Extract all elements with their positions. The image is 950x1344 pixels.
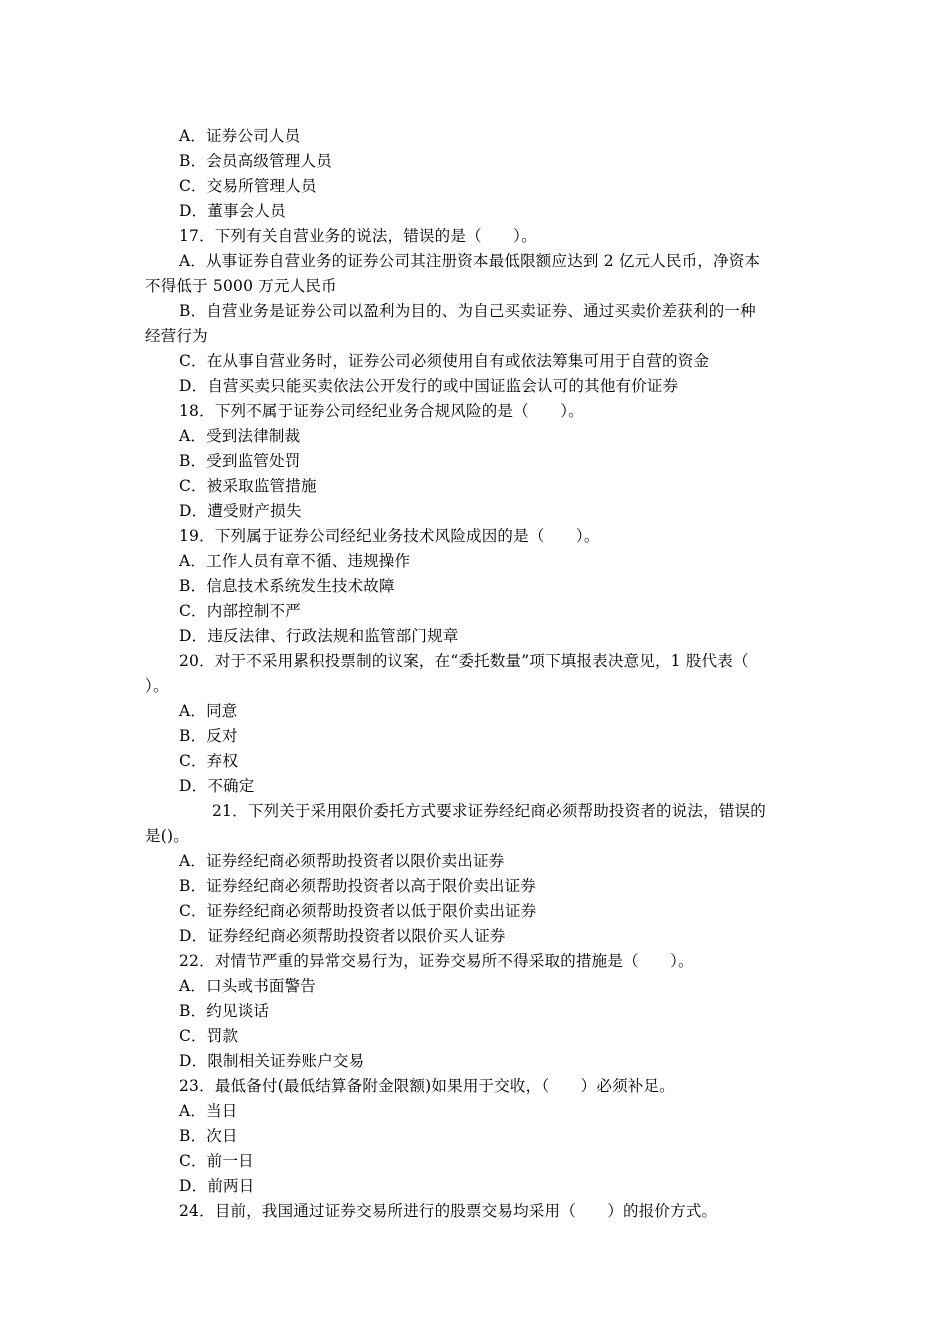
option-c: C．交易所管理人员 xyxy=(179,177,317,195)
option-c: C．弃权 xyxy=(179,752,239,770)
question-21-line2: 是()。 xyxy=(145,827,189,845)
option-d: D．违反法律、行政法规和监管部门规章 xyxy=(179,627,459,645)
option-b: B．证券经纪商必须帮助投资者以高于限价卖出证券 xyxy=(179,877,536,895)
option-b: B．约见谈话 xyxy=(179,1002,270,1020)
option-d: D．自营买卖只能买卖依法公开发行的或中国证监会认可的其他有价证券 xyxy=(179,377,679,395)
option-c: C．前一日 xyxy=(179,1152,254,1170)
document-page xyxy=(145,124,810,1224)
question-22: 22．对情节严重的异常交易行为，证券交易所不得采取的措施是（ ）。 xyxy=(179,952,694,970)
question-18: 18．下列不属于证券公司经纪业务合规风险的是（ ）。 xyxy=(179,402,584,420)
option-b: B．信息技术系统发生技术故障 xyxy=(179,577,395,595)
option-d: D．遭受财产损失 xyxy=(179,502,302,520)
option-c: C．证券经纪商必须帮助投资者以低于限价卖出证券 xyxy=(179,902,537,920)
question-23: 23．最低备付(最低结算备附金限额)如果用于交收，（ ）必须补足。 xyxy=(179,1077,675,1095)
question-20-line2: ）。 xyxy=(145,677,169,695)
option-b: B．次日 xyxy=(179,1127,238,1145)
option-c: C．被采取监管措施 xyxy=(179,477,317,495)
option-a-line2: 不得低于 5000 万元人民币 xyxy=(145,277,337,295)
option-a-line1: A．从事证券自营业务的证券公司其注册资本最低限额应达到 2 亿元人民币，净资本 xyxy=(179,252,761,270)
question-24: 24．目前，我国通过证券交易所进行的股票交易均采用（ ）的报价方式。 xyxy=(179,1202,718,1220)
question-19: 19．下列属于证券公司经纪业务技术风险成因的是（ ）。 xyxy=(179,527,600,545)
option-a: A．工作人员有章不循、违规操作 xyxy=(179,552,411,570)
option-d: D．不确定 xyxy=(179,777,255,795)
option-b: B．会员高级管理人员 xyxy=(179,152,332,170)
option-b: B．受到监管处罚 xyxy=(179,452,301,470)
option-c: C．内部控制不严 xyxy=(179,602,301,620)
option-b: B．反对 xyxy=(179,727,238,745)
option-d: D．董事会人员 xyxy=(179,202,286,220)
option-a: A．口头或书面警告 xyxy=(179,977,316,995)
option-c: C．在从事自营业务时，证券公司必须使用自有或依法筹集可用于自营的资金 xyxy=(179,352,710,370)
option-d: D．限制相关证券账户交易 xyxy=(179,1052,365,1070)
question-21-line1: 21．下列关于采用限价委托方式要求证券经纪商必须帮助投资者的说法，错误的 xyxy=(212,802,766,820)
option-d: D．前两日 xyxy=(179,1177,255,1195)
option-a: A．同意 xyxy=(179,702,238,720)
option-a: A．证券公司人员 xyxy=(179,127,301,145)
option-b-line2: 经营行为 xyxy=(145,327,208,345)
question-17: 17．下列有关自营业务的说法，错误的是（ ）。 xyxy=(179,227,537,245)
question-20-line1: 20．对于不采用累积投票制的议案，在“委托数量”项下填报表决意见，1 股代表（ xyxy=(179,652,749,670)
option-a: A．受到法律制裁 xyxy=(179,427,301,445)
option-d: D．证券经纪商必须帮助投资者以限价买人证券 xyxy=(179,927,506,945)
option-a: A．当日 xyxy=(179,1102,238,1120)
option-c: C．罚款 xyxy=(179,1027,239,1045)
option-a: A．证券经纪商必须帮助投资者以限价卖出证券 xyxy=(179,852,505,870)
option-b-line1: B．自营业务是证券公司以盈利为目的、为自己买卖证券、通过买卖价差获利的一种 xyxy=(179,302,756,320)
